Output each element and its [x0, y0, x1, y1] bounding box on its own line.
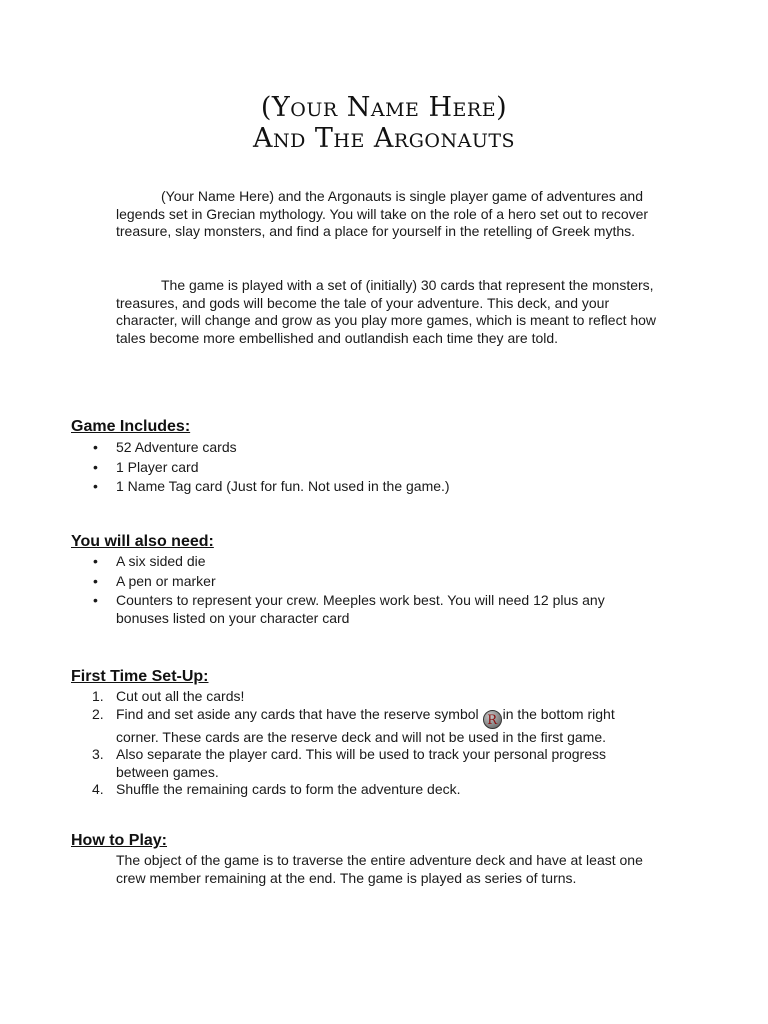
setup-steps-list [0, 688, 768, 799]
step-item [0, 746, 661, 781]
step-item [0, 688, 661, 706]
bullet-icon: • [93, 439, 98, 455]
title-line-2: And The Argonauts [252, 123, 516, 154]
step-text-after-symbol: in the bottom right corner. These cards are the reserve deck and will not be used in the first game. [116, 705, 615, 745]
intro-paragraph-1-text: (Your Name Here) and the Argonauts is single player game of adventures and legends set in Grecian mythology. You will take on the role of a hero set out to recover treasure, slay monsters, and find a place for yourself in the retelling of Greek myths. [116, 188, 649, 240]
step-number: 2. [92, 705, 104, 722]
intro-paragraph-2 [116, 277, 661, 347]
how-to-play-heading: How to Play: [71, 832, 168, 849]
bullet-icon: • [93, 553, 98, 569]
also-need-list [0, 553, 768, 627]
list-item [0, 439, 661, 457]
bullet-icon: • [93, 592, 98, 609]
step-item [0, 706, 661, 747]
bullet-icon: • [93, 572, 98, 589]
list-item [0, 573, 661, 591]
title-line-1: (Your Name Here) [260, 92, 508, 123]
also-need-heading: You will also need: [71, 533, 214, 550]
setup-heading: First Time Set-Up: [71, 668, 209, 685]
list-item-text: A six sided die [116, 553, 206, 569]
game-includes-heading: Game Includes: [71, 418, 191, 435]
list-item [0, 478, 661, 496]
bullet-icon: • [93, 458, 98, 475]
list-item-text: 1 Name Tag card (Just for fun. Not used in the game.) [116, 478, 450, 495]
reserve-symbol-icon: R [483, 710, 502, 729]
list-item-text: 1 Player card [116, 458, 199, 475]
intro-paragraph-2-text: The game is played with a set of (initially) 30 cards that represent the monsters, treasures, and gods will become the tale of your adventure. This deck, and your character, will change and grow as you play more games, which is meant to reflect how tales become more embellished and outlandish each time they are told. [116, 277, 657, 346]
step-item [0, 781, 661, 799]
how-to-play-paragraph: The object of the game is to traverse the entire adventure deck and have at least one crew member remaining at the end. The game is played as series of turns. [116, 852, 643, 886]
intro-paragraph-1 [116, 188, 661, 241]
step-text-before-symbol: Find and set aside any cards that have the reserve symbol [116, 705, 479, 722]
list-item [0, 592, 661, 627]
step-text: Shuffle the remaining cards to form the adventure deck. [116, 781, 461, 798]
step-text: Also separate the player card. This will be used to track your personal progress between games. [116, 746, 606, 780]
step-number: 1. [92, 688, 104, 704]
list-item [0, 459, 661, 477]
list-item [0, 553, 661, 571]
game-includes-list [0, 439, 768, 496]
list-item-text: A pen or marker [116, 572, 216, 589]
list-item-text: 52 Adventure cards [116, 439, 237, 455]
document-title [0, 92, 768, 154]
list-item-text: Counters to represent your crew. Meeples work best. You will need 12 plus any bonuses listed on your character card [116, 592, 605, 626]
step-number: 4. [92, 781, 104, 798]
step-number: 3. [92, 746, 104, 763]
step-text: Cut out all the cards! [116, 688, 245, 704]
bullet-icon: • [93, 478, 98, 495]
